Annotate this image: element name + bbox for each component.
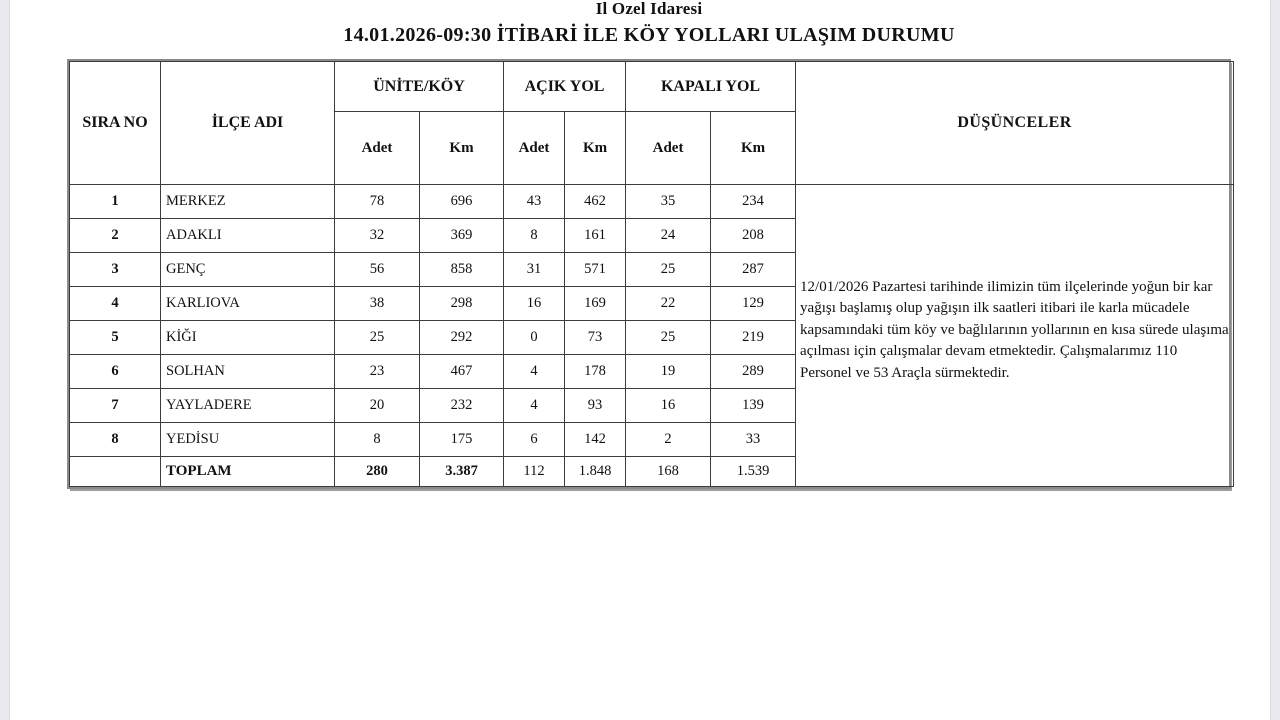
col-header-sira-no: SIRA NO bbox=[70, 62, 161, 185]
right-edge-strip bbox=[1270, 0, 1280, 720]
cell-ay-adet: 6 bbox=[504, 423, 565, 457]
cell-ay-km: 178 bbox=[565, 355, 626, 389]
road-status-table-grid bbox=[69, 61, 1234, 487]
cell-ay-km: 571 bbox=[565, 253, 626, 287]
col-header-ay-adet: Adet bbox=[504, 112, 565, 185]
cell-uk-km: 232 bbox=[420, 389, 504, 423]
cell-total-uk-adet: 280 bbox=[335, 457, 420, 487]
cell-sira: 8 bbox=[70, 423, 161, 457]
cell-ky-adet: 24 bbox=[626, 219, 711, 253]
document-content bbox=[67, 0, 1231, 489]
cell-ky-adet: 22 bbox=[626, 287, 711, 321]
cell-ay-adet: 0 bbox=[504, 321, 565, 355]
cell-sira: 1 bbox=[70, 185, 161, 219]
cell-ay-adet: 31 bbox=[504, 253, 565, 287]
cell-ky-adet: 35 bbox=[626, 185, 711, 219]
cell-uk-km: 858 bbox=[420, 253, 504, 287]
cell-ay-km: 462 bbox=[565, 185, 626, 219]
cell-ay-adet: 4 bbox=[504, 355, 565, 389]
col-group-kapali-yol: KAPALI YOL bbox=[626, 62, 796, 112]
cell-total-ky-adet: 168 bbox=[626, 457, 711, 487]
cell-uk-adet: 8 bbox=[335, 423, 420, 457]
cell-uk-adet: 23 bbox=[335, 355, 420, 389]
cell-ky-km: 129 bbox=[711, 287, 796, 321]
cell-ky-adet: 25 bbox=[626, 321, 711, 355]
cell-total-uk-km: 3.387 bbox=[420, 457, 504, 487]
cell-ilce: ADAKLI bbox=[161, 219, 335, 253]
cell-ilce: KİĞI bbox=[161, 321, 335, 355]
cell-sira: 7 bbox=[70, 389, 161, 423]
road-status-table bbox=[67, 59, 1231, 489]
cell-sira: 4 bbox=[70, 287, 161, 321]
remarks-cell bbox=[796, 185, 1234, 487]
cell-uk-adet: 56 bbox=[335, 253, 420, 287]
cell-ky-km: 208 bbox=[711, 219, 796, 253]
cell-ky-km: 139 bbox=[711, 389, 796, 423]
remarks-text: 12/01/2026 Pazartesi tarihinde ilimizin tüm ilçelerinde yoğun bir kar yağışı başlamış olup yağışın ilk saatleri itibari ile karla mücadele kapsamındaki tüm köy ve bağlılarının yollarının en kısa sürede ulaşıma açılması için çalışmalar devam etmektedir. Çalışmalarımız 110 Personel ve 53 Araçla sürmektedir. bbox=[800, 278, 1229, 381]
document-org-title: Il Ozel Idaresi bbox=[595, 0, 703, 18]
col-header-ky-km: Km bbox=[711, 112, 796, 185]
cell-ay-km: 142 bbox=[565, 423, 626, 457]
cell-sira: 3 bbox=[70, 253, 161, 287]
col-header-ky-adet: Adet bbox=[626, 112, 711, 185]
cell-ilce: GENÇ bbox=[161, 253, 335, 287]
cell-ilce: YAYLADERE bbox=[161, 389, 335, 423]
col-header-dusunceler: DÜŞÜNCELER bbox=[796, 62, 1234, 185]
cell-total-ay-km: 1.848 bbox=[565, 457, 626, 487]
cell-ay-adet: 4 bbox=[504, 389, 565, 423]
cell-uk-km: 175 bbox=[420, 423, 504, 457]
cell-ay-km: 73 bbox=[565, 321, 626, 355]
cell-ay-adet: 8 bbox=[504, 219, 565, 253]
cell-uk-km: 369 bbox=[420, 219, 504, 253]
col-group-unite-koy: ÜNİTE/KÖY bbox=[335, 62, 504, 112]
cell-uk-adet: 38 bbox=[335, 287, 420, 321]
cell-uk-km: 467 bbox=[420, 355, 504, 389]
cell-uk-km: 696 bbox=[420, 185, 504, 219]
table-row bbox=[70, 185, 1234, 219]
cell-uk-adet: 32 bbox=[335, 219, 420, 253]
cell-sira-empty bbox=[70, 457, 161, 487]
cell-uk-km: 298 bbox=[420, 287, 504, 321]
cell-total-ky-km: 1.539 bbox=[711, 457, 796, 487]
cell-ky-km: 234 bbox=[711, 185, 796, 219]
cell-ky-adet: 19 bbox=[626, 355, 711, 389]
cell-ay-km: 161 bbox=[565, 219, 626, 253]
col-group-acik-yol: AÇIK YOL bbox=[504, 62, 626, 112]
cell-total-label: TOPLAM bbox=[161, 457, 335, 487]
col-header-ilce-adi: İLÇE ADI bbox=[161, 62, 335, 185]
cell-ky-km: 289 bbox=[711, 355, 796, 389]
cell-sira: 6 bbox=[70, 355, 161, 389]
cell-ky-adet: 16 bbox=[626, 389, 711, 423]
cell-ky-adet: 2 bbox=[626, 423, 711, 457]
cell-ky-km: 287 bbox=[711, 253, 796, 287]
cell-uk-adet: 78 bbox=[335, 185, 420, 219]
cell-ilce: YEDİSU bbox=[161, 423, 335, 457]
cell-ky-km: 219 bbox=[711, 321, 796, 355]
left-edge-strip bbox=[0, 0, 10, 720]
cell-ky-adet: 25 bbox=[626, 253, 711, 287]
cell-uk-km: 292 bbox=[420, 321, 504, 355]
cell-sira: 5 bbox=[70, 321, 161, 355]
cell-ay-adet: 16 bbox=[504, 287, 565, 321]
cell-uk-adet: 25 bbox=[335, 321, 420, 355]
document-main-title: 14.01.2026-09:30 İTİBARİ İLE KÖY YOLLARI ULAŞIM DURUMU bbox=[343, 24, 955, 46]
cell-ay-km: 169 bbox=[565, 287, 626, 321]
cell-total-ay-adet: 112 bbox=[504, 457, 565, 487]
cell-ay-adet: 43 bbox=[504, 185, 565, 219]
header-row-groups bbox=[70, 62, 1234, 112]
cell-uk-adet: 20 bbox=[335, 389, 420, 423]
col-header-ay-km: Km bbox=[565, 112, 626, 185]
cell-sira: 2 bbox=[70, 219, 161, 253]
cell-ilce: MERKEZ bbox=[161, 185, 335, 219]
cell-ay-km: 93 bbox=[565, 389, 626, 423]
cell-ilce: SOLHAN bbox=[161, 355, 335, 389]
col-header-uk-km: Km bbox=[420, 112, 504, 185]
cell-ilce: KARLIOVA bbox=[161, 287, 335, 321]
col-header-uk-adet: Adet bbox=[335, 112, 420, 185]
cell-ky-km: 33 bbox=[711, 423, 796, 457]
